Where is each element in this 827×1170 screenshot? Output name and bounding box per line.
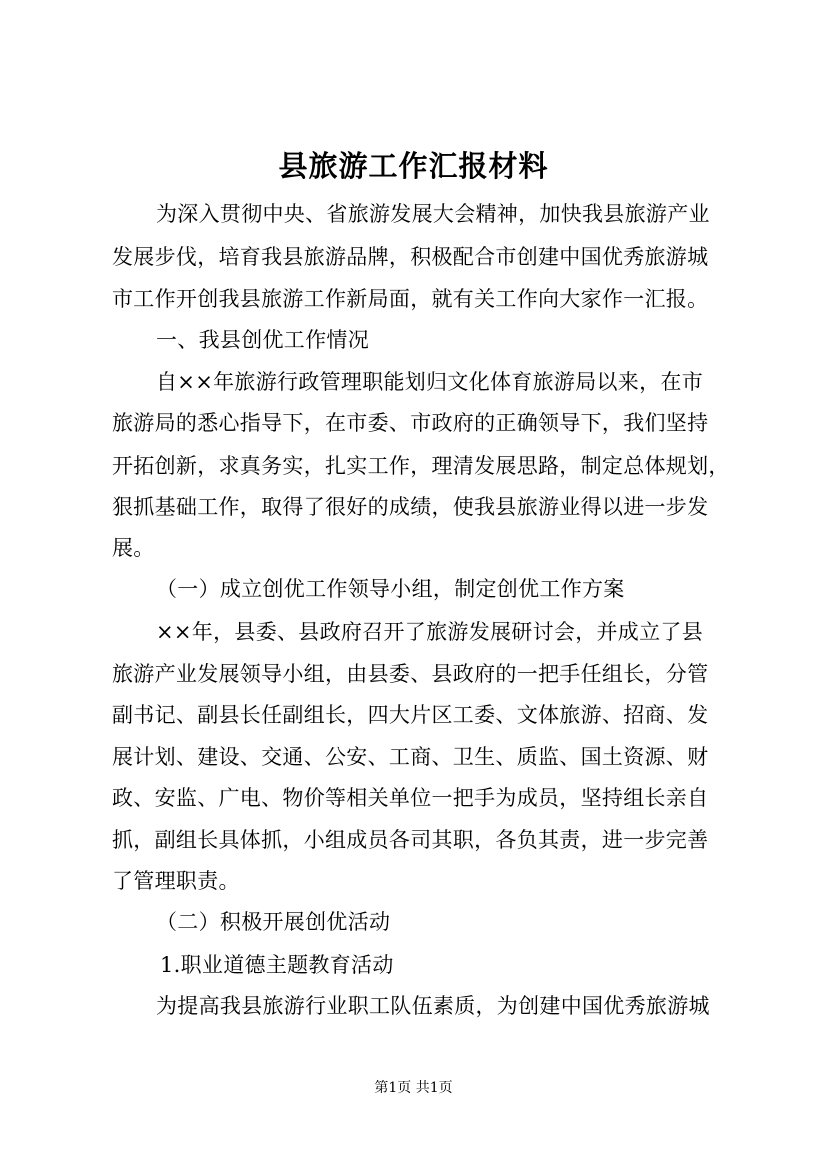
body-line: 自××年旅游行政管理职能划归文化体育旅游局以来，在市: [156, 370, 703, 394]
body-line: 旅游局的悉心指导下，在市委、市政府的正确领导下，我们坚持: [112, 411, 709, 435]
body-line: 为深入贯彻中央、省旅游发展大会精神，加快我县旅游产业: [156, 202, 710, 226]
document-title: 县旅游工作汇报材料: [278, 149, 549, 183]
body-line: 展。: [112, 536, 155, 560]
body-line: 开拓创新，求真务实，扎实工作，理清发展思路，制定总体规划，: [112, 454, 730, 478]
body-line: 旅游产业发展领导小组，由县委、县政府的一把手任组长，分管: [112, 662, 709, 686]
subsection-heading: （二）积极开展创优活动: [156, 910, 391, 934]
body-line: 狠抓基础工作，取得了很好的成绩，使我县旅游业得以进一步发: [112, 495, 709, 519]
body-line: ××年，县委、县政府召开了旅游发展研讨会，并成立了县: [156, 620, 703, 644]
item-heading: 1.职业道德主题教育活动: [160, 953, 394, 977]
body-line: 抓，副组长具体抓，小组成员各司其职，各负其责，进一步完善: [112, 828, 709, 852]
body-line: 发展步伐，培育我县旅游品牌，积极配合市创建中国优秀旅游城: [112, 245, 709, 269]
page-number-footer: 第1页 共1页: [374, 1080, 453, 1096]
body-line: 展计划、建设、交通、公安、工商、卫生、质监、国土资源、财: [112, 745, 709, 769]
body-line: 了管理职责。: [112, 869, 240, 893]
body-line: 政、安监、广电、物价等相关单位一把手为成员，坚持组长亲自: [112, 786, 709, 810]
body-line: 市工作开创我县旅游工作新局面，就有关工作向大家作一汇报。: [112, 287, 709, 311]
section-heading: 一、我县创优工作情况: [156, 328, 369, 352]
body-line: 为提高我县旅游行业职工队伍素质，为创建中国优秀旅游城: [156, 994, 710, 1018]
body-line: 副书记、副县长任副组长，四大片区工委、文体旅游、招商、发: [112, 703, 709, 727]
subsection-heading: （一）成立创优工作领导小组，制定创优工作方案: [156, 577, 625, 601]
